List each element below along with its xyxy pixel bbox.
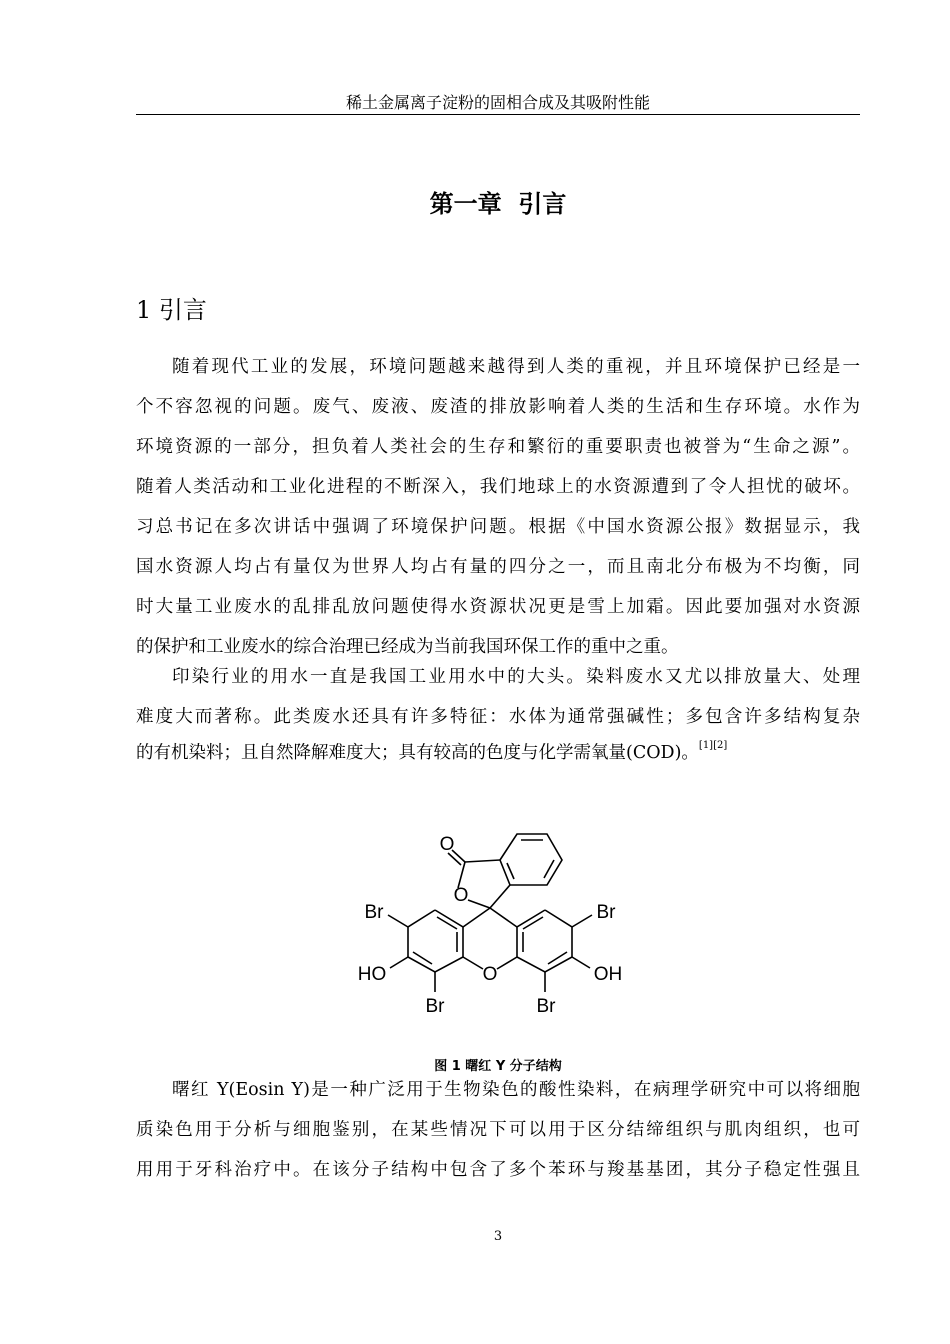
text-line: 随着现代工业的发展，环境问题越来越得到人类的重视，并且环境保护已经是一: [172, 357, 860, 377]
text-line: 曙红 Y(Eosin Y)是一种广泛用于生物染色的酸性染料，在病理学研究中可以将细胞: [172, 1080, 860, 1100]
atom-label: Br: [596, 902, 616, 923]
atom-label: O: [439, 834, 455, 855]
atom-label: OH: [593, 964, 623, 985]
text-line: 难度大而著称。此类废水还具有许多特征：水体为通常强碱性；多包含许多结构复杂: [136, 707, 860, 727]
citation[interactable]: [1][2]: [698, 740, 728, 751]
text-line: 随着人类活动和工业化进程的不断深入，我们地球上的水资源遭到了令人担忧的破坏。: [136, 477, 860, 497]
section-title: 1 引言: [136, 296, 207, 324]
page-number: 3: [493, 1229, 503, 1244]
chapter-title: 第一章 引言: [429, 190, 567, 218]
text-line: 时大量工业废水的乱排乱放问题使得水资源状况更是雪上加霜。因此要加强对水资源: [136, 597, 860, 617]
atom-label: O: [482, 964, 498, 985]
atom-label: Br: [536, 996, 556, 1017]
header-rule: [136, 114, 860, 115]
atom-label: HO: [357, 964, 387, 985]
text-span: 的有机染料；且自然降解难度大；具有较高的色度与化学需氧量(COD)。: [136, 743, 699, 763]
atom-label: O: [453, 885, 469, 906]
text-line: [136, 741, 860, 765]
eosin-y-structure: [350, 820, 630, 1025]
text-line: 质染色用于分析与细胞鉴别，在某些情况下可以用于区分结缔组织与肌肉组织，也可: [136, 1120, 860, 1140]
text-line: 环境资源的一部分，担负着人类社会的生存和繁衍的重要职责也被誉为“生命之源”。: [136, 437, 860, 457]
figure-caption: 图 1 曙红 Y 分子结构: [434, 1059, 562, 1074]
text-line: 印染行业的用水一直是我国工业用水中的大头。染料废水又尤以排放量大、处理: [172, 667, 860, 687]
text-line: 的保护和工业废水的综合治理已经成为当前我国环保工作的重中之重。: [136, 637, 679, 657]
running-header: 稀土金属离子淀粉的固相合成及其吸附性能: [345, 93, 650, 112]
text-line: 个不容忽视的问题。废气、废液、废渣的排放影响着人类的生活和生存环境。水作为: [136, 397, 860, 417]
atom-label: Br: [425, 996, 445, 1017]
text-line: 用用于牙科治疗中。在该分子结构中包含了多个苯环与羧基基团，其分子稳定性强且: [136, 1160, 860, 1180]
text-line: 习总书记在多次讲话中强调了环境保护问题。根据《中国水资源公报》数据显示，我: [136, 517, 860, 537]
atom-label: Br: [364, 902, 384, 923]
text-line: 国水资源人均占有量仅为世界人均占有量的四分之一，而且南北分布极为不均衡，同: [136, 557, 860, 577]
